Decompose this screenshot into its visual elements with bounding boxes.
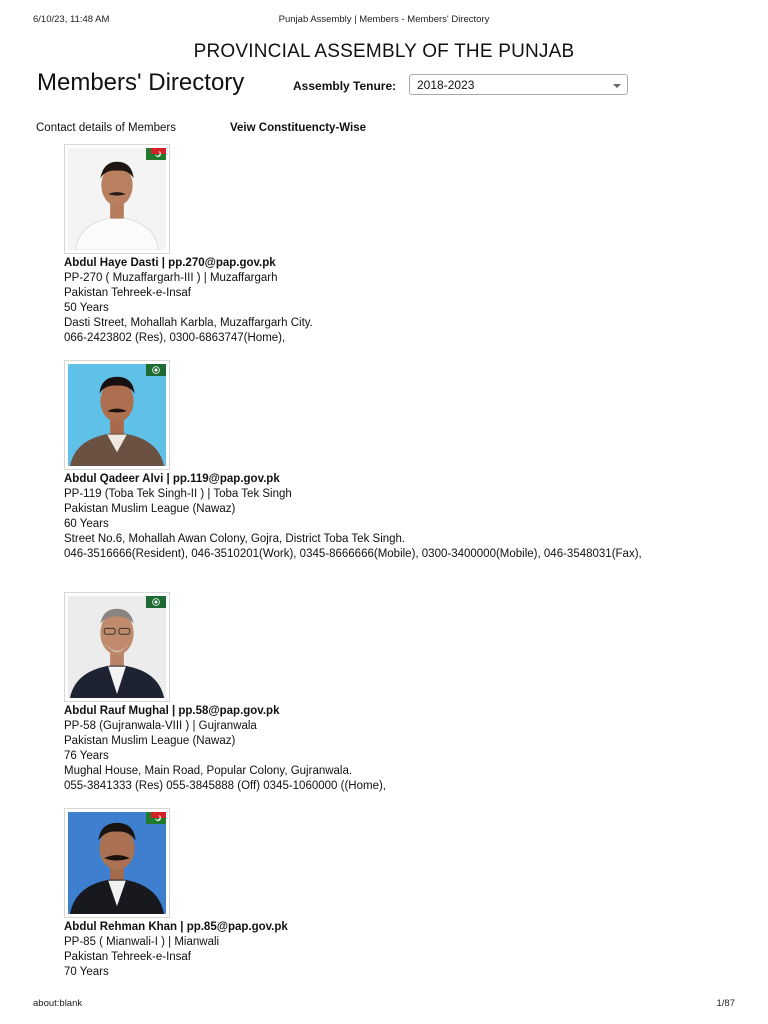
member-party: Pakistan Tehreek-e-Insaf [64,951,191,963]
member-name-email: Abdul Qadeer Alvi | pp.119@pap.gov.pk [64,473,280,485]
page-number: 1/87 [716,998,735,1009]
member-contact: 066-2423802 (Res), 0300-6863747(Home), [64,332,286,344]
member-photo [68,364,166,466]
member-card [64,360,714,562]
pti-flag-icon [146,812,166,824]
print-url: about:blank [33,998,83,1009]
member-name-email: Abdul Haye Dasti | pp.270@pap.gov.pk [64,257,276,269]
member-card [64,144,714,346]
assembly-title: PROVINCIAL ASSEMBLY OF THE PUNJAB [193,41,575,62]
member-photo [68,812,166,914]
print-datetime: 6/10/23, 11:48 AM [33,14,110,25]
print-page-title: Punjab Assembly | Members - Members' Directory [278,14,490,25]
member-photo [68,148,166,250]
tenure-label: Assembly Tenure: [293,79,397,93]
member-constituency: PP-270 ( Muzaffargarh-III ) | Muzaffargarh [64,272,278,284]
pmln-flag-icon [146,596,166,608]
member-address: Dasti Street, Mohallah Karbla, Muzaffargarh City. [64,317,313,329]
pmln-flag-icon [146,364,166,376]
page-title: Members' Directory [37,69,245,96]
tab-constituency-wise[interactable]: Veiw Constituencty-Wise [230,122,367,134]
member-card [64,808,714,980]
member-contact: 046-3516666(Resident), 046-3510201(Work), 0345-8666666(Mobile), 0300-3400000(Mobile), 046-3548031(Fax), [64,548,642,560]
tenure-select[interactable] [409,74,628,95]
member-party: Pakistan Muslim League (Nawaz) [64,735,236,747]
member-name-email: Abdul Rauf Mughal | pp.58@pap.gov.pk [64,705,280,717]
tab-contact-details[interactable]: Contact details of Members [36,122,176,134]
member-constituency: PP-58 (Gujranwala-VIII ) | Gujranwala [64,720,257,732]
member-age: 70 Years [64,966,109,978]
member-address: Street No.6, Mohallah Awan Colony, Gojra, District Toba Tek Singh. [64,533,406,545]
member-age: 60 Years [64,518,109,530]
member-photo-frame [64,808,170,918]
member-photo-frame [64,144,170,254]
member-address: Mughal House, Main Road, Popular Colony, Gujranwala. [64,765,353,777]
member-constituency: PP-85 ( Mianwali-I ) | Mianwali [64,936,220,948]
member-party: Pakistan Tehreek-e-Insaf [64,287,191,299]
member-constituency: PP-119 (Toba Tek Singh-II ) | Toba Tek Singh [64,488,292,500]
tenure-selected-value: 2018-2023 [417,78,475,92]
member-card [64,592,714,794]
member-contact: 055-3841333 (Res) 055-3845888 (Off) 0345-1060000 ((Home), [64,780,386,792]
pti-flag-icon [146,148,166,160]
member-photo-frame [64,360,170,470]
member-photo [68,596,166,698]
member-photo-frame [64,592,170,702]
chevron-down-icon [613,84,621,88]
member-party: Pakistan Muslim League (Nawaz) [64,503,236,515]
member-age: 50 Years [64,302,109,314]
member-age: 76 Years [64,750,109,762]
member-name-email: Abdul Rehman Khan | pp.85@pap.gov.pk [64,921,288,933]
